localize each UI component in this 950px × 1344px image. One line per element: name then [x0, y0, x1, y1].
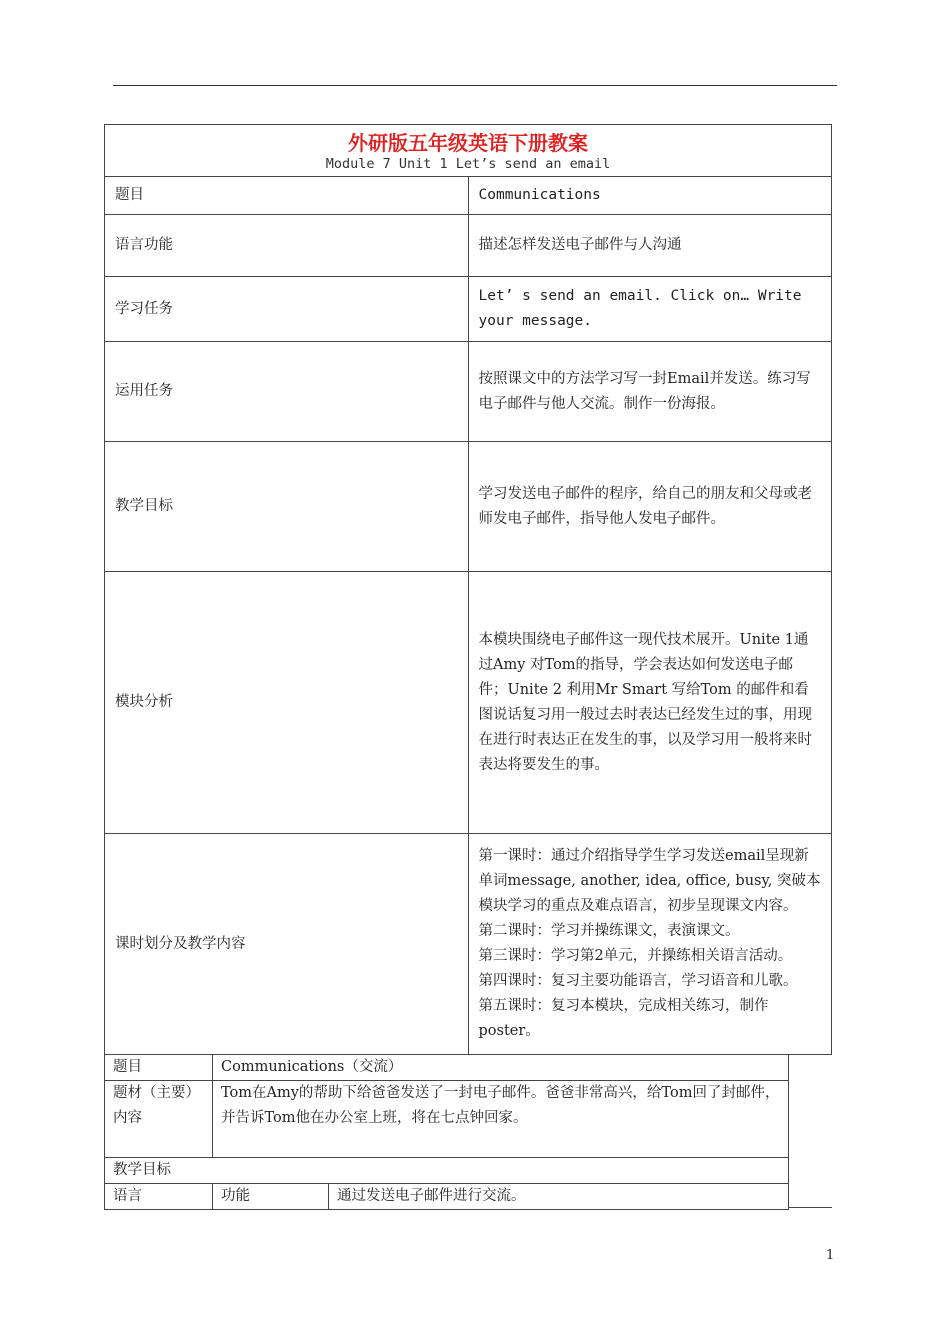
lesson-plan-table — [104, 124, 832, 1055]
material-label: 题材（主要）内容 — [105, 1081, 213, 1158]
table-row — [105, 177, 832, 215]
row-label: 语言功能 — [105, 215, 469, 277]
row-content: 按照课文中的方法学习写一封Email并发送。练习写电子邮件与他人交流。制作一份海报。 — [468, 342, 832, 442]
row-content: 描述怎样发送电子邮件与人沟通 — [468, 215, 832, 277]
table-row — [105, 442, 832, 572]
row-content: 本模块围绕电子邮件这一现代技术展开。Unite 1通过Amy 对Tom的指导，学会表达如何发送电子邮件；Unite 2 利用Mr Smart 写给Tom 的邮件和看图说话复习用一般过去时表达已经发生过的事，用现在进行时表达正在发生的事，以及学习用一般将来时表达将要发生的事。 — [468, 572, 832, 834]
table-row — [105, 1158, 789, 1184]
lesson-period-item: 第三课时：学习第2单元，并操练相关语言活动。 — [478, 948, 793, 964]
lesson-period-item: 第一课时：通过介绍指导学生学习发送email呈现新单词message, another, idea, office, busy, 突破本模块学习的重点及难点语言，初步呈现课文内容。 — [478, 848, 821, 914]
row-label: 运用任务 — [105, 342, 469, 442]
topic-value: Communications（交流） — [213, 1055, 789, 1081]
document-subtitle: Module 7 Unit 1 Let’s send an email — [325, 156, 611, 172]
row-content: Let’ s send an email. Click on… Write your message. — [468, 277, 832, 342]
row-label: 题目 — [105, 177, 469, 215]
table-row — [105, 215, 832, 277]
table-row — [105, 834, 832, 1055]
table-row — [105, 1184, 789, 1210]
goals-label: 教学目标 — [105, 1158, 789, 1184]
lesson-period-item: 第四课时：复习主要功能语言，学习语音和儿歌。 — [478, 973, 798, 989]
page-number: 1 — [826, 1248, 835, 1263]
row-label: 教学目标 — [105, 442, 469, 572]
lesson-period-item: 第二课时：学习并操练课文，表演课文。 — [478, 923, 740, 939]
row-content: Communications — [468, 177, 832, 215]
content-table — [104, 1054, 789, 1210]
function-label: 功能 — [213, 1184, 329, 1210]
document-title: 外研版五年级英语下册教案 — [348, 131, 588, 155]
row-content: 学习发送电子邮件的程序，给自己的朋友和父母或老师发电子邮件，指导他人发电子邮件。 — [468, 442, 832, 572]
table-row — [105, 1055, 789, 1081]
row-content — [468, 834, 832, 1055]
function-value: 通过发送电子邮件进行交流。 — [329, 1184, 789, 1210]
header-rule — [113, 85, 837, 86]
material-value: Tom在Amy的帮助下给爸爸发送了一封电子邮件。爸爸非常高兴，给Tom回了封邮件，并告诉Tom他在办公室上班，将在七点钟回家。 — [213, 1081, 789, 1158]
title-cell — [105, 125, 832, 177]
table-row — [105, 572, 832, 834]
row-label: 课时划分及教学内容 — [105, 834, 469, 1055]
table-row — [105, 1081, 789, 1158]
row-label: 学习任务 — [105, 277, 469, 342]
row-label: 模块分析 — [105, 572, 469, 834]
language-label: 语言 — [105, 1184, 213, 1210]
table-row — [105, 342, 832, 442]
table-row — [105, 277, 832, 342]
table-extension-line — [789, 1207, 832, 1208]
title-row — [105, 125, 832, 177]
topic-label: 题目 — [105, 1055, 213, 1081]
lesson-period-item: 第五课时：复习本模块，完成相关练习，制作poster。 — [478, 998, 769, 1039]
